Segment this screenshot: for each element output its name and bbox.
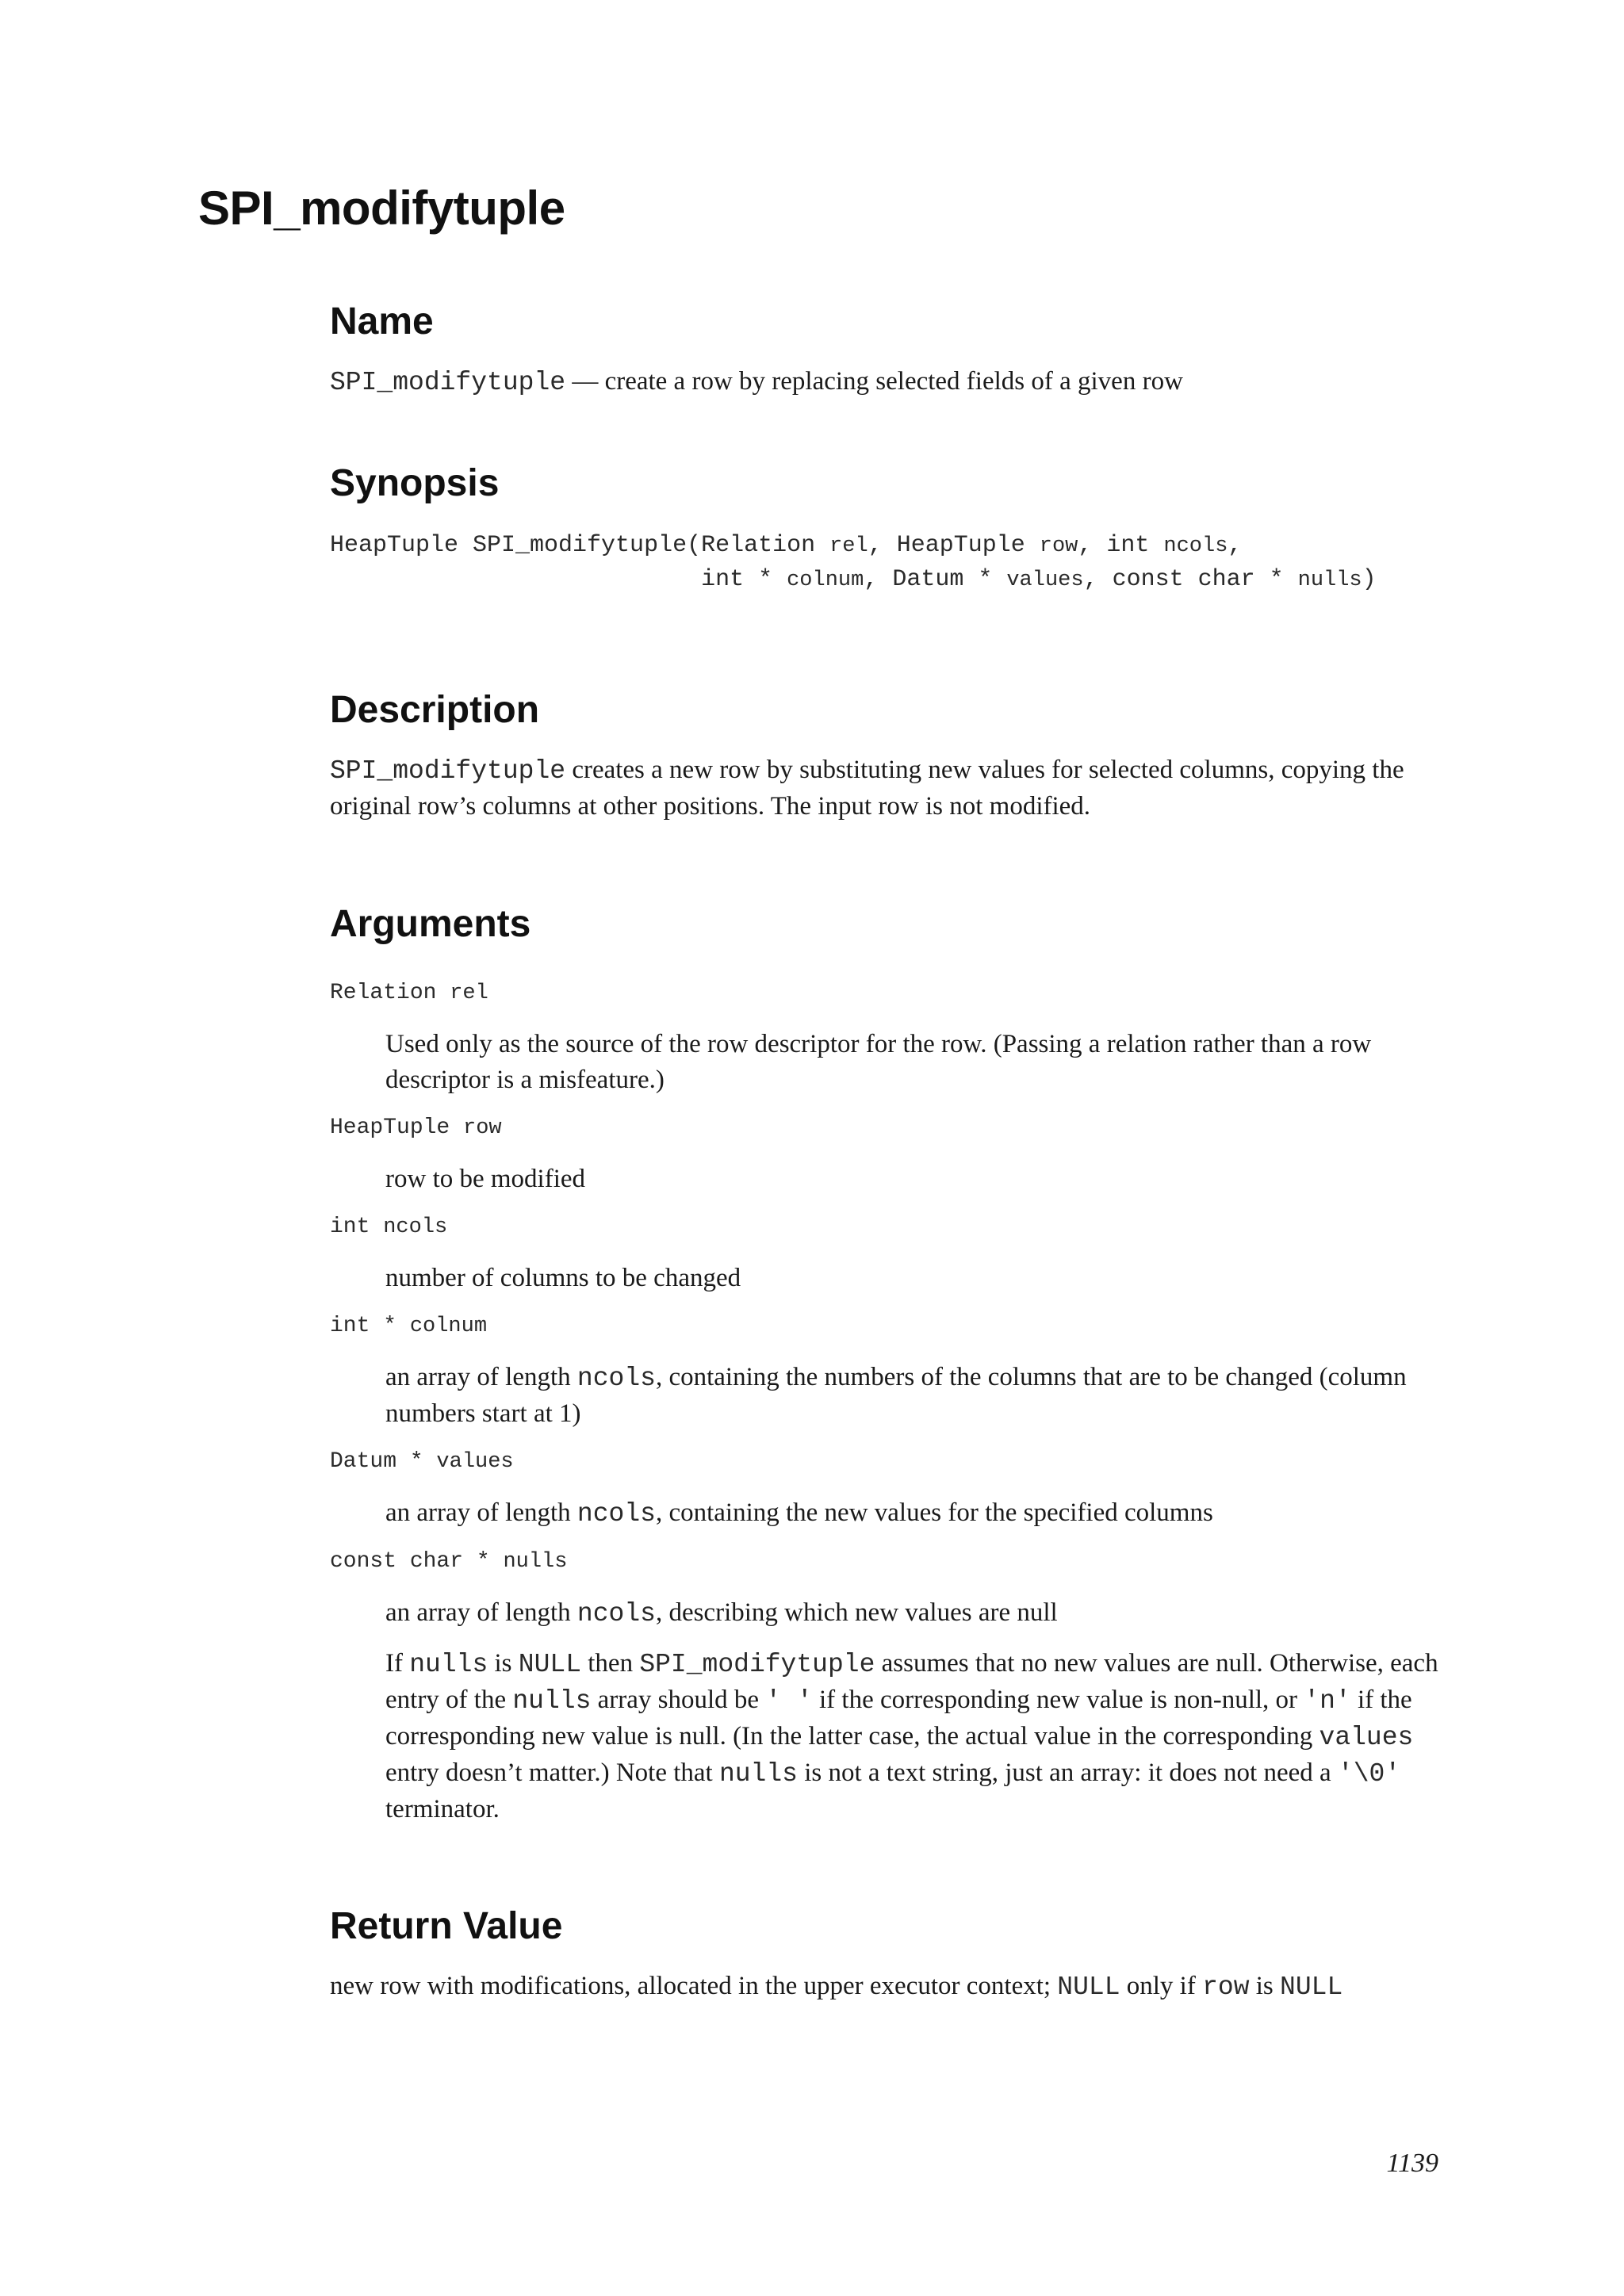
argument-term: int * colnum	[330, 1314, 488, 1338]
section-return-value	[330, 1904, 1440, 2005]
page-number: 1139	[1386, 2149, 1438, 2178]
argument-values	[330, 1446, 1440, 1532]
section-synopsis	[330, 461, 1440, 597]
name-text: SPI_modifytuple — create a row by replacing selected fields of a given row	[330, 367, 1183, 397]
argument-term: const char * nulls	[330, 1549, 568, 1574]
page-title: SPI_modifytuple	[198, 182, 565, 235]
section-description	[330, 688, 1440, 825]
section-heading-description: Description	[330, 689, 540, 731]
argument-term: int ncols	[330, 1215, 448, 1239]
argument-description: Used only as the source of the row descriptor for the row. (Passing a relation rather than a row descriptor is a misfeature.)	[385, 1030, 1372, 1094]
argument-term: Datum * values	[330, 1449, 514, 1474]
argument-row	[330, 1112, 1440, 1197]
section-heading-name: Name	[330, 300, 434, 342]
argument-note: If nulls is NULL then SPI_modifytuple assumes that no new values are null. Otherwise, each entry of the nulls array should be ' ' if the corresponding new value is non-null, or 'n' if the corresponding new value is null. (In the latter case, the actual value in the corresponding values entry doesn’t matter.) Note that nulls is not a text string, just an array: it does not need a '\0' terminator.	[385, 1649, 1438, 1823]
argument-description: an array of length ncols, containing the new values for the specified columns	[385, 1498, 1213, 1529]
argument-colnum	[330, 1311, 1440, 1432]
return-value-text: new row with modifications, allocated in the upper executor context; NULL only if row is NULL	[330, 1972, 1343, 2002]
argument-description: number of columns to be changed	[385, 1264, 741, 1292]
argument-ncols	[330, 1211, 1440, 1296]
argument-description: row to be modified	[385, 1165, 586, 1193]
section-name	[330, 300, 1440, 400]
argument-rel	[330, 978, 1440, 1098]
description-text: SPI_modifytuple creates a new row by substituting new values for selected columns, copying the original row’s columns at other positions. The input row is not modified.	[330, 756, 1404, 821]
argument-term: Relation rel	[330, 981, 488, 1005]
section-heading-arguments: Arguments	[330, 903, 531, 945]
section-heading-return-value: Return Value	[330, 1905, 563, 1947]
argument-description: an array of length ncols, containing the numbers of the columns that are to be changed (column numbers start at 1)	[385, 1363, 1407, 1428]
argument-term: HeapTuple row	[330, 1115, 502, 1140]
argument-description: an array of length ncols, describing which new values are null	[385, 1598, 1058, 1628]
argument-nulls	[330, 1546, 1440, 1827]
section-arguments	[330, 902, 1440, 1827]
section-heading-synopsis: Synopsis	[330, 462, 500, 504]
synopsis-code: HeapTuple SPI_modifytuple(Relation rel, HeapTuple row, int ncols, int * colnum, Datum * values, const char * nulls)	[330, 532, 1377, 593]
function-name: SPI_modifytuple	[330, 368, 566, 397]
